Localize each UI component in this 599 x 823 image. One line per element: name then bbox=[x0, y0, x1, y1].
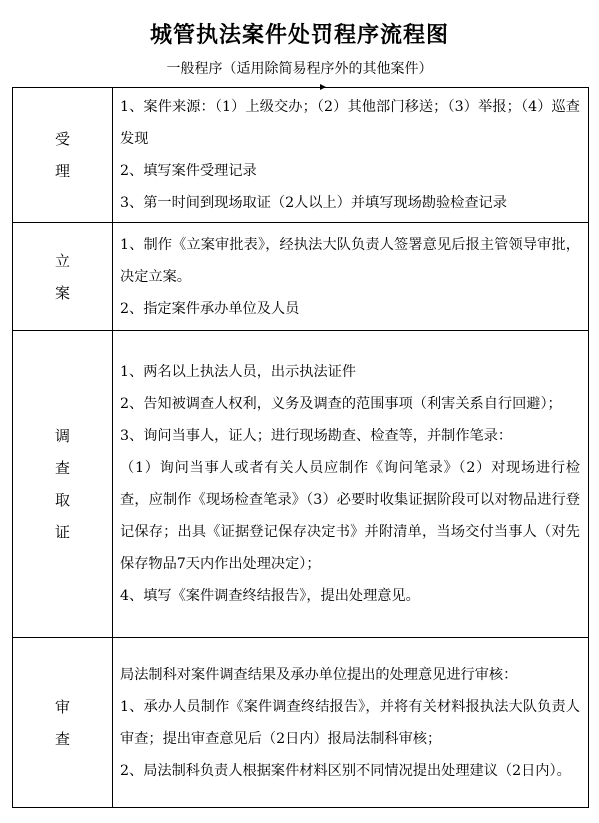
procedure-table bbox=[12, 87, 589, 808]
content-line: 2、填写案件受理记录 bbox=[120, 163, 257, 179]
stage-label-register bbox=[13, 223, 113, 331]
stage-label-char: 审 bbox=[54, 697, 70, 716]
content-line: 4、填写《案件调查终结报告》，提出处理意见。 bbox=[120, 588, 420, 604]
content-line: 3、第一时间到现场取证（2人以上）并填写现场勘验检查记录 bbox=[120, 195, 507, 211]
table-row-investigate bbox=[13, 331, 589, 638]
table-row-review bbox=[13, 638, 589, 808]
content-line: 1、案件来源：（1）上级交办；（2）其他部门移送；（3）举报；（4）巡查发现 bbox=[120, 99, 580, 147]
stage-label-char: 查 bbox=[54, 729, 70, 748]
stage-label-accept bbox=[13, 88, 113, 223]
content-line: 2、局法制科负责人根据案件材料区别不同情况提出处理建议（2日内）。 bbox=[120, 762, 571, 779]
content-line: 3、询问当事人，证人；进行现场勘查、检查等，并制作笔录： bbox=[120, 428, 513, 444]
stage-label-investigate bbox=[13, 331, 113, 638]
content-line: 1、承办人员制作《案件调查终结报告》，并将有关材料报执法大队负责人审查；提出审查意见后（2日内）报局法制科审核； bbox=[120, 698, 580, 747]
content-line: 1、制作《立案审批表》，经执法大队负责人签署意见后报主管领导审批，决定立案。 bbox=[120, 236, 580, 285]
content-line: 2、告知被调查人权利，义务及调查的范围事项（利害关系自行回避）； bbox=[120, 396, 562, 412]
stage-label-char: 案 bbox=[54, 283, 70, 302]
content-line: 2、指定案件承办单位及人员 bbox=[120, 300, 300, 317]
stage-label-char: 受 bbox=[54, 130, 70, 148]
stage-content-review bbox=[113, 638, 589, 808]
document-title: 城管执法案件处罚程序流程图 bbox=[149, 23, 449, 48]
table-row-register bbox=[13, 223, 589, 331]
stage-content-register bbox=[113, 223, 589, 331]
stage-label-char: 立 bbox=[54, 251, 70, 270]
content-line: （1）询问当事人或者有关人员应制作《询问笔录》（2）对现场进行检查，应制作《现场检查笔录》（3）必要时收集证据阶段可以对物品进行登记保存；出具《证据登记保存决定书》并附清单，当场交付当事人（对先保存物品7天内作出处理决定）； bbox=[120, 460, 580, 572]
stage-label-review bbox=[13, 638, 113, 808]
table-row-accept bbox=[13, 88, 589, 223]
stage-content-investigate bbox=[113, 331, 589, 638]
content-line: 1、两名以上执法人员，出示执法证件 bbox=[120, 364, 357, 380]
stage-label-char: 查 bbox=[54, 459, 70, 477]
stage-label-char: 理 bbox=[54, 162, 70, 180]
stage-label-char: 证 bbox=[54, 523, 70, 541]
stage-content-accept bbox=[113, 88, 589, 223]
stage-label-char: 取 bbox=[54, 491, 70, 509]
document-subtitle: 一般程序（适用除简易程序外的其他案件） bbox=[166, 61, 433, 77]
stage-label-char: 调 bbox=[54, 427, 70, 445]
content-line: 局法制科对案件调查结果及承办单位提出的处理意见进行审核： bbox=[120, 666, 518, 683]
